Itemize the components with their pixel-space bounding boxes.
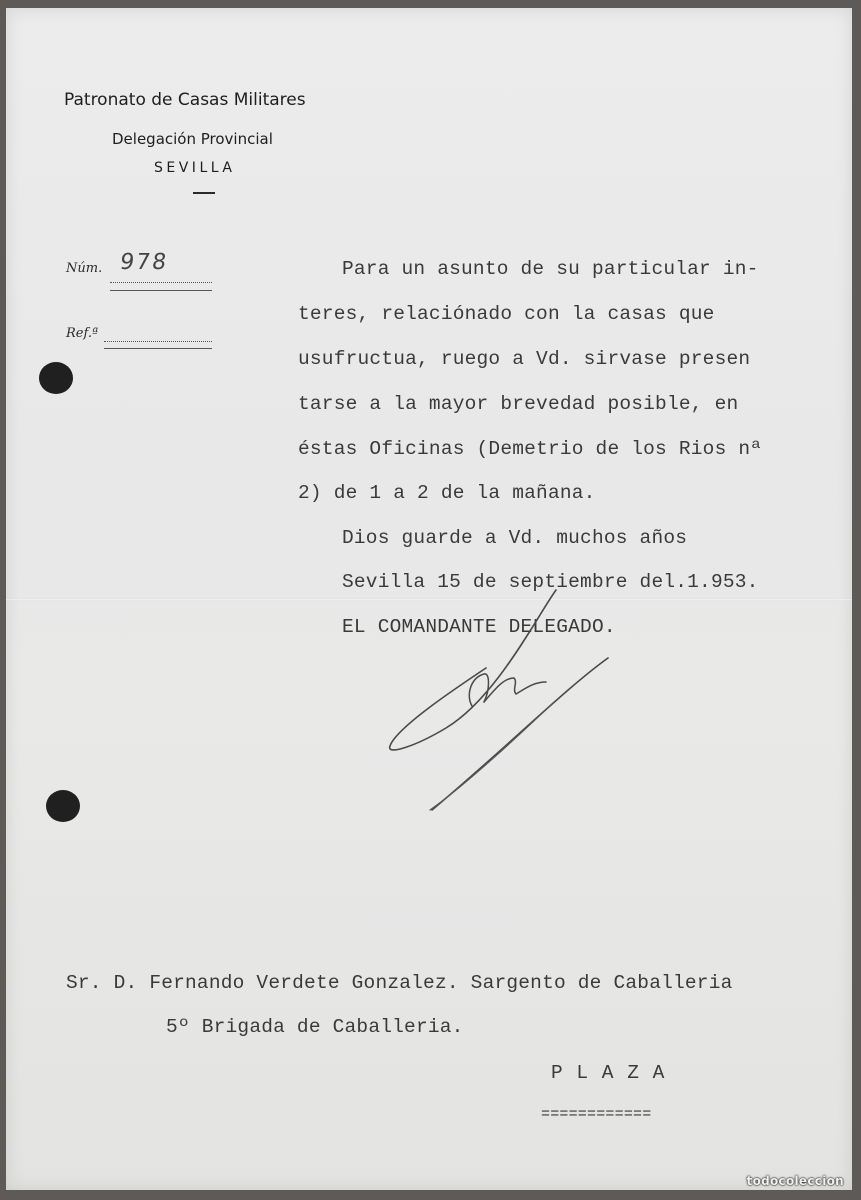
letterhead-city: SEVILLA [154, 160, 236, 176]
body-line: 2) de 1 a 2 de la mañana. [298, 482, 596, 504]
body-line: tarse a la mayor brevedad posible, en [298, 393, 739, 415]
body-line: teres, relaciónado con la casas que [298, 303, 715, 325]
document-sheet [6, 8, 852, 1190]
letterhead-rule [193, 192, 215, 194]
num-value: 978 [118, 250, 170, 275]
ref-dotted-line [104, 341, 212, 342]
watermark-text: todocoleccion [746, 1174, 844, 1188]
num-underline [110, 290, 212, 291]
handwritten-signature [386, 578, 626, 828]
punch-hole [39, 362, 73, 394]
letterhead-organization: Patronato de Casas Militares [64, 90, 306, 110]
punch-hole [46, 790, 80, 822]
num-label: Núm. [66, 261, 103, 276]
ref-underline [104, 348, 212, 349]
letterhead-delegation: Delegación Provincial [112, 130, 273, 148]
ref-label: Ref.ª [66, 326, 99, 341]
closing-line: Dios guarde a Vd. muchos años [342, 527, 688, 549]
num-dotted-line [110, 282, 212, 283]
body-line: usufructua, ruego a Vd. sirvase presen [298, 348, 751, 370]
recipient-line: Sr. D. Fernando Verdete Gonzalez. Sargento de Caballeria [66, 972, 733, 994]
body-line: Para un asunto de su particular in- [342, 258, 759, 280]
plaza-underline: ============ [541, 1106, 652, 1123]
plaza-line: P L A Z A [551, 1062, 666, 1084]
recipient-unit: 5º Brigada de Caballeria. [166, 1016, 464, 1038]
body-line: éstas Oficinas (Demetrio de los Rios nª [298, 438, 763, 460]
signatory-title: EL COMANDANTE DELEGADO. [342, 616, 616, 638]
place-date-line: Sevilla 15 de septiembre del.1.953. [342, 571, 759, 593]
